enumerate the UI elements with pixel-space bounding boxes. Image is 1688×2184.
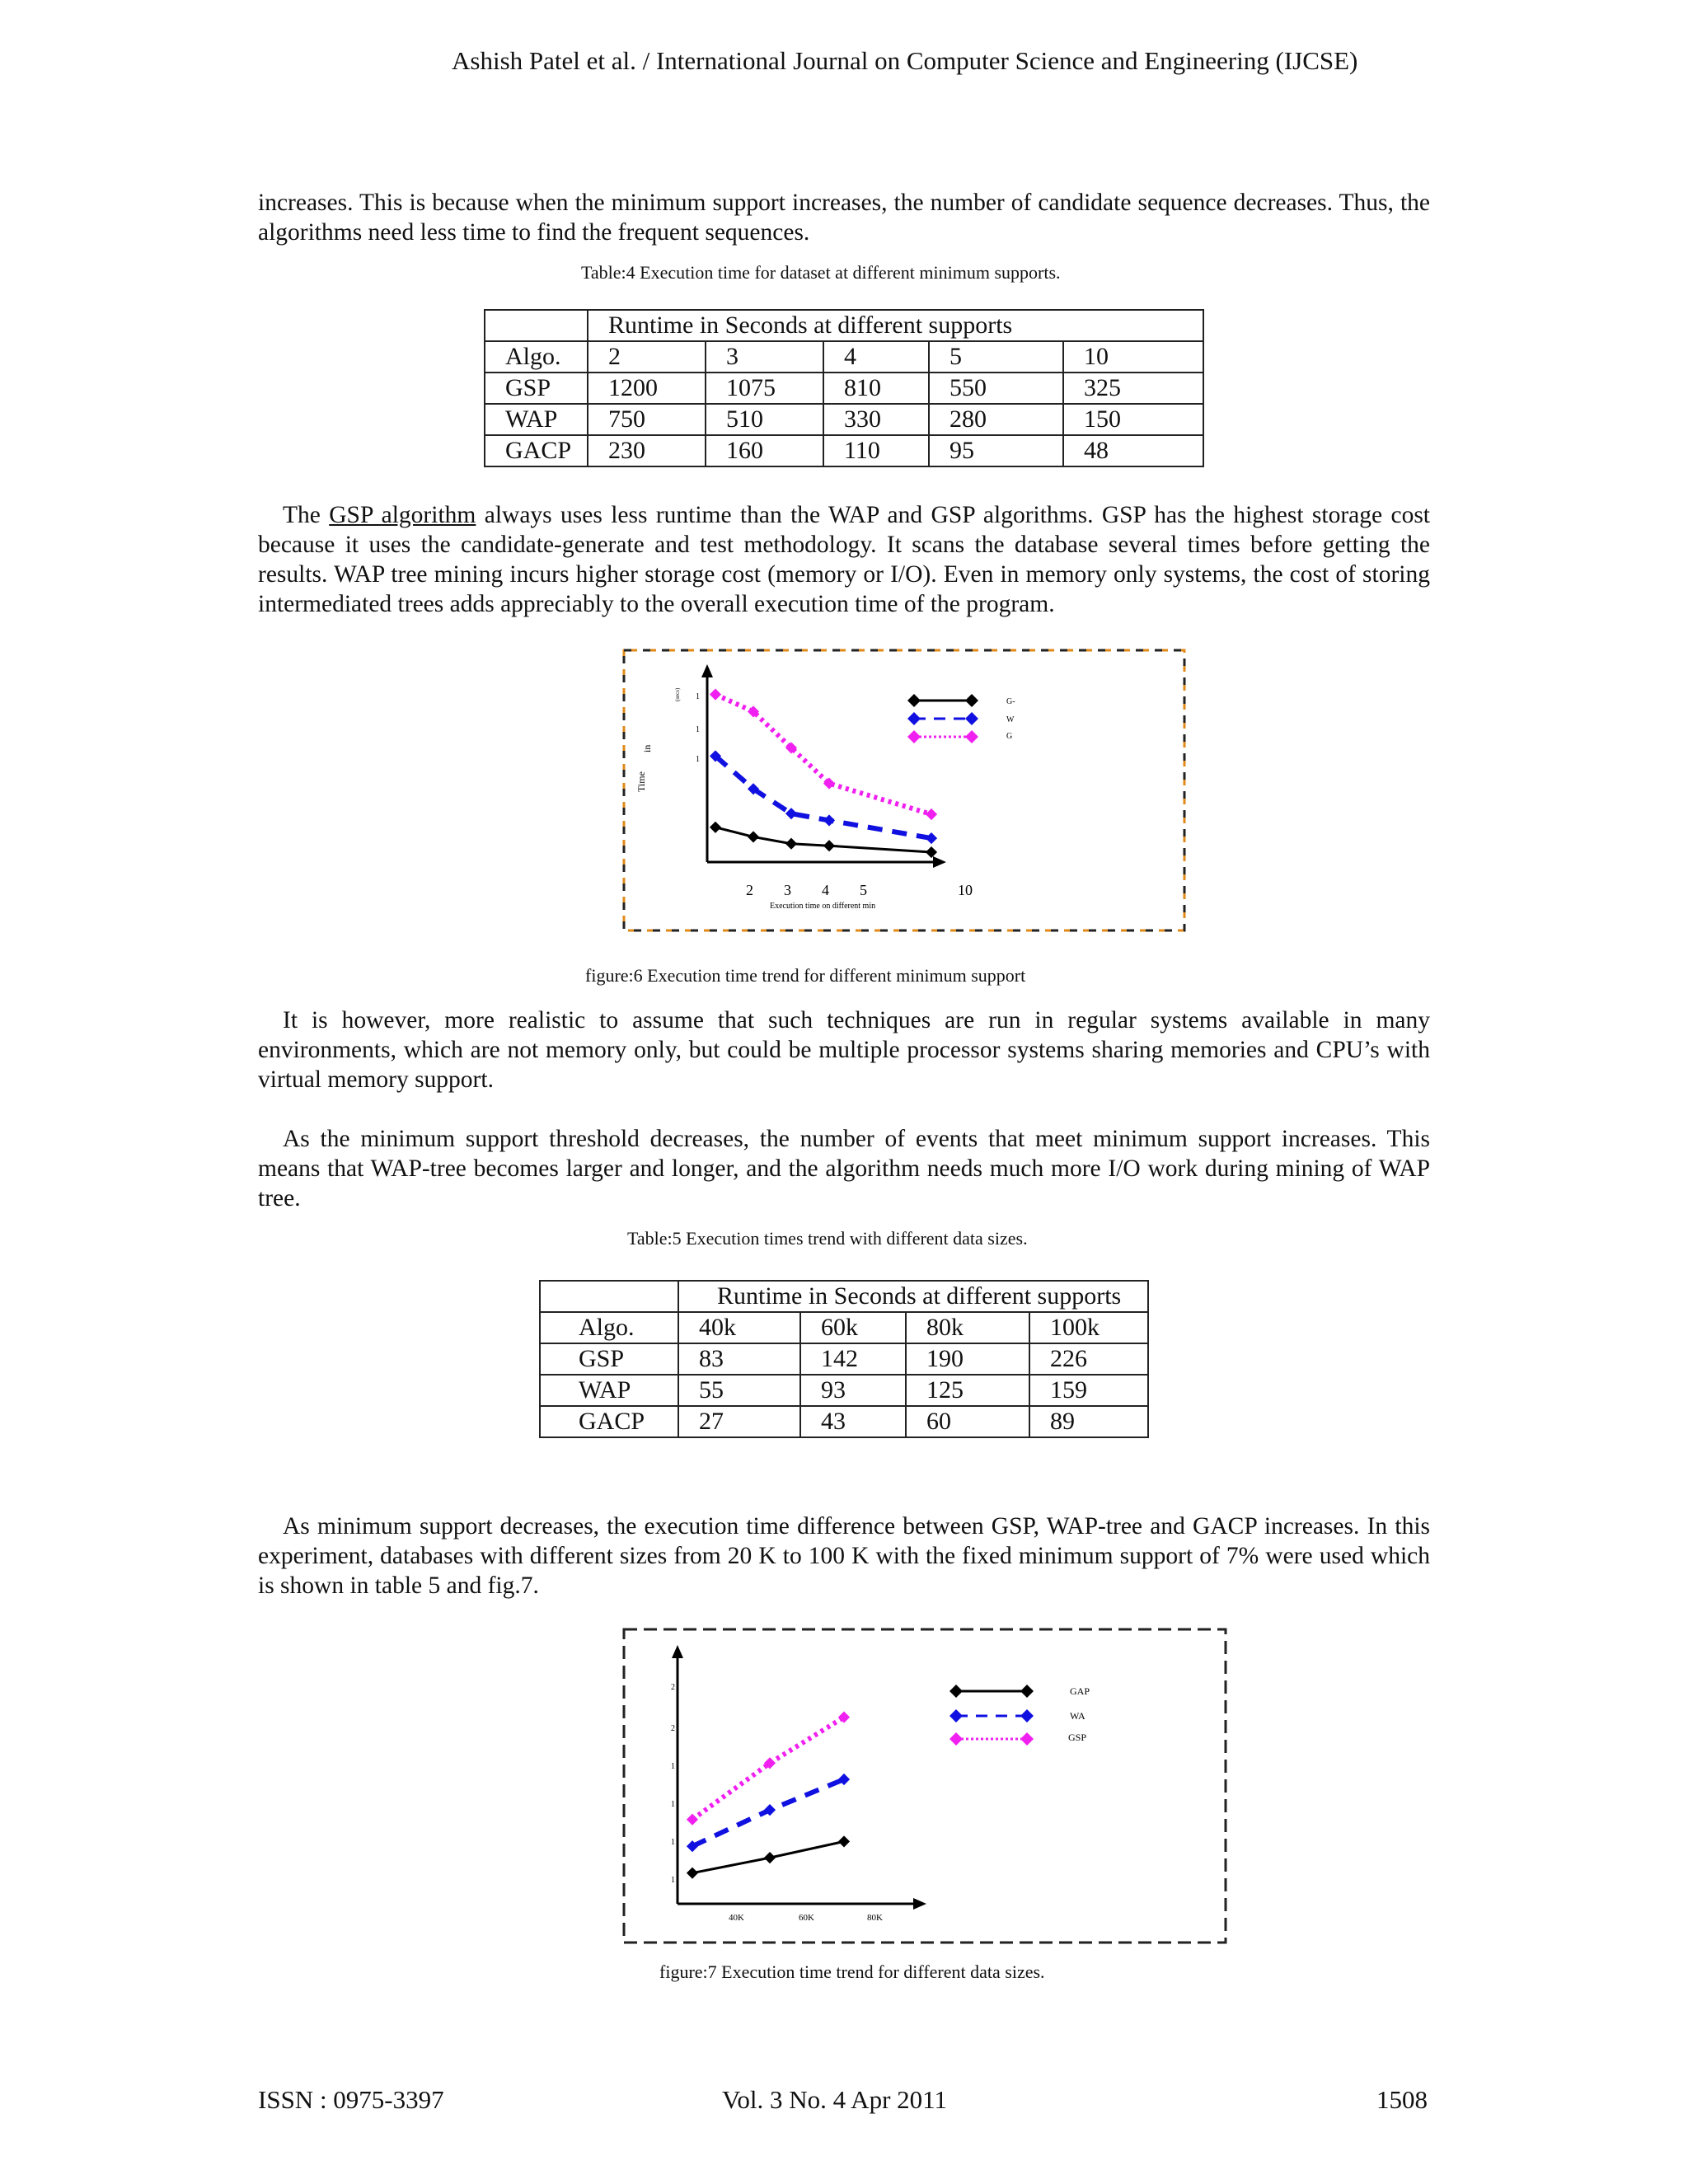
table-cell: 43 <box>800 1406 906 1437</box>
fig7-ytick: 1 <box>671 1762 675 1771</box>
table-cell: 230 <box>588 435 706 466</box>
table-cell: 1200 <box>588 373 706 404</box>
fig6-xtick: 3 <box>784 882 791 898</box>
table-cell: GSP <box>540 1343 678 1375</box>
fig7-data-point <box>838 1712 850 1723</box>
running-header: Ashish Patel et al. / International Journal on Computer Science and Engineering (IJCSE) <box>452 46 1358 75</box>
table-cell: 27 <box>678 1406 800 1437</box>
fig6-legend-marker <box>907 712 921 725</box>
table-cell: 40k <box>678 1312 800 1343</box>
table-cell: 190 <box>906 1343 1029 1375</box>
fig6-data-point <box>926 808 937 820</box>
table-cell: 142 <box>800 1343 906 1375</box>
table-cell: 550 <box>929 373 1063 404</box>
fig6-ylabel-in: in <box>641 744 653 752</box>
table-cell: 1075 <box>706 373 823 404</box>
fig7-legend-label: GSP <box>1068 1732 1087 1743</box>
fig7-ytick: 2 <box>671 1683 675 1692</box>
table-cell: 160 <box>706 435 823 466</box>
table-row <box>485 435 1203 466</box>
fig6-legend-marker <box>965 712 978 725</box>
paragraph-2 <box>258 500 1430 619</box>
figure-6-chart <box>621 648 1187 933</box>
table-cell <box>485 310 588 341</box>
paragraph-5: As minimum support decreases, the execution time difference between GSP, WAP-tree and GACP increases. In this experiment, databases with different sizes from 20 K to 100 K with the fixed minimum support of 7% were used which is shown in table 5 and fig.7. <box>258 1513 1430 1599</box>
fig6-legend-label: G- <box>1006 697 1015 706</box>
figure7-caption: figure:7 Execution time trend for different data sizes. <box>659 1961 1045 1982</box>
footer-page-number: 1508 <box>1376 2085 1428 2114</box>
fig7-data-point <box>764 1852 776 1863</box>
fig6-data-point <box>823 814 835 826</box>
fig6-xtick: 10 <box>958 882 973 898</box>
fig7-xtick: 60K <box>799 1913 814 1923</box>
table-header-span <box>678 1281 1148 1312</box>
table-cell: 226 <box>1029 1343 1148 1375</box>
table-cell: 5 <box>929 341 1063 373</box>
fig6-legend-marker <box>907 694 921 707</box>
table-row <box>485 373 1203 404</box>
fig6-data-point <box>823 840 835 851</box>
table-cell: 93 <box>800 1375 906 1406</box>
fig6-data-point <box>926 832 937 844</box>
table4-caption: Table:4 Execution time for dataset at different minimum supports. <box>581 262 1061 283</box>
fig6-data-point <box>710 689 721 701</box>
table-cell: 3 <box>706 341 823 373</box>
table-cell: 2 <box>588 341 706 373</box>
table-5 <box>539 1280 1149 1438</box>
fig6-ylabel-time: Time <box>635 771 647 792</box>
table-row <box>540 1375 1148 1406</box>
fig6-legend <box>907 694 1015 743</box>
table-cell: 150 <box>1063 404 1203 435</box>
fig7-legend-label: WA <box>1070 1710 1085 1722</box>
table-cell: 510 <box>706 404 823 435</box>
fig6-xtick: 4 <box>822 882 829 898</box>
fig6-legend-marker <box>907 730 921 743</box>
fig6-xtick: 2 <box>746 882 753 898</box>
table-4 <box>484 309 1204 467</box>
figure-7-frame <box>624 1629 1226 1943</box>
table-cell: 95 <box>929 435 1063 466</box>
fig7-ytick: 1 <box>671 1876 675 1885</box>
fig7-legend-marker <box>950 1685 963 1698</box>
table-cell: 159 <box>1029 1375 1148 1406</box>
fig6-legend-label: G <box>1006 732 1013 741</box>
table-cell: 83 <box>678 1343 800 1375</box>
table5-caption: Table:5 Execution times trend with different data sizes. <box>627 1228 1028 1249</box>
table-cell: 280 <box>929 404 1063 435</box>
fig7-series-line-3 <box>692 1718 844 1820</box>
table-cell: 330 <box>823 404 929 435</box>
fig6-data-point <box>926 846 937 858</box>
fig6-legend-marker <box>965 694 978 707</box>
fig7-ytick: 1 <box>671 1838 675 1847</box>
fig7-y-arrow <box>672 1645 683 1658</box>
table-row <box>540 1312 1148 1343</box>
table-cell: WAP <box>540 1375 678 1406</box>
table-cell: 80k <box>906 1312 1029 1343</box>
para2-post: always uses less runtime than the WAP and GSP algorithms. GSP has the highest storage cost because it uses the candidate-generate and test methodology. It scans the database several times before getting the results. WAP tree mining incurs higher storage cost (memory or I/O). Even in memory only systems, the cost of storing intermediated trees adds appreciably to the overall execution time of the program. <box>258 502 1430 617</box>
fig7-legend-marker <box>1020 1709 1034 1722</box>
table-cell: 10 <box>1063 341 1203 373</box>
table-cell: Algo. <box>540 1312 678 1343</box>
table-row <box>540 1281 1148 1312</box>
fig6-legend-marker <box>965 730 978 743</box>
fig6-y-arrow <box>701 664 713 677</box>
fig6-series-group <box>710 689 937 859</box>
table-row <box>540 1343 1148 1375</box>
fig6-ylabel-unit: (secs) <box>674 687 681 701</box>
fig6-data-point <box>823 778 835 790</box>
table-cell: WAP <box>485 404 588 435</box>
fig6-legend-label: W <box>1006 715 1015 724</box>
fig7-series-group <box>687 1712 850 1879</box>
fig6-data-point <box>785 838 797 850</box>
paragraph-4: As the minimum support threshold decreases, the number of events that meet minimum support increases. This means that WAP-tree becomes larger and longer, and the algorithm needs much more I/O work during mining of WAP tree. <box>258 1126 1430 1212</box>
fig6-series-line-3 <box>715 695 931 814</box>
fig7-xtick: 40K <box>729 1913 744 1923</box>
paragraph-1: increases. This is because when the minimum support increases, the number of candidate sequence decreases. Thus, the algorithms need less time to find the frequent sequences. <box>258 190 1430 246</box>
table-row <box>485 404 1203 435</box>
table-cell: 100k <box>1029 1312 1148 1343</box>
fig7-x-arrow <box>913 1898 926 1910</box>
fig6-x-arrow <box>933 856 946 868</box>
fig6-ytick: 1 <box>696 755 700 764</box>
table-cell: 4 <box>823 341 929 373</box>
fig6-data-point <box>785 808 797 819</box>
fig6-xlabel: Execution time on different min <box>770 902 876 911</box>
fig7-legend-marker <box>950 1732 963 1746</box>
fig7-legend <box>950 1685 1090 1746</box>
table-cell: 125 <box>906 1375 1029 1406</box>
fig6-xtick: 5 <box>860 882 867 898</box>
table-cell: 325 <box>1063 373 1203 404</box>
table-row <box>540 1406 1148 1437</box>
fig7-legend-marker <box>950 1709 963 1722</box>
fig7-data-point <box>687 1868 698 1879</box>
fig7-ytick: 1 <box>671 1800 675 1809</box>
table-cell: 750 <box>588 404 706 435</box>
figure-7-chart <box>621 1627 1228 1945</box>
table-cell: 60k <box>800 1312 906 1343</box>
table-cell: GACP <box>540 1406 678 1437</box>
table-cell: 89 <box>1029 1406 1148 1437</box>
fig6-ytick: 1 <box>696 725 700 734</box>
fig7-data-point <box>838 1835 850 1847</box>
gsp-algorithm-link[interactable]: GSP algorithm <box>329 502 476 528</box>
fig7-legend-marker <box>1020 1732 1034 1746</box>
paragraph-3: It is however, more realistic to assume that such techniques are run in regular systems available in many environments, which are not memory only, but could be multiple processor systems sharing memories and CPU’s with virtual memory support. <box>258 1007 1430 1093</box>
table-cell: 110 <box>823 435 929 466</box>
table-cell: 48 <box>1063 435 1203 466</box>
fig7-legend-label: GAP <box>1070 1685 1090 1697</box>
footer-volume: Vol. 3 No. 4 Apr 2011 <box>722 2085 947 2114</box>
para2-pre: The <box>283 502 330 528</box>
fig6-series-line-2 <box>715 756 931 838</box>
fig7-ytick: 2 <box>671 1724 675 1733</box>
table5-header-text: Runtime in Seconds at different supports <box>717 1282 1122 1310</box>
fig7-xtick: 80K <box>867 1913 883 1923</box>
table-cell: 60 <box>906 1406 1029 1437</box>
fig6-data-point <box>710 822 721 833</box>
fig6-data-point <box>748 831 759 842</box>
table-cell <box>540 1281 678 1312</box>
table-cell: Algo. <box>485 341 588 373</box>
fig7-data-point <box>687 1814 698 1825</box>
table-cell: GACP <box>485 435 588 466</box>
table-row <box>485 310 1203 341</box>
table-cell: 810 <box>823 373 929 404</box>
fig6-data-point <box>785 742 797 753</box>
figure6-caption: figure:6 Execution time trend for different minimum support <box>585 965 1026 986</box>
fig6-ytick: 1 <box>696 692 700 701</box>
table-row <box>485 341 1203 373</box>
footer-issn: ISSN : 0975-3397 <box>258 2085 444 2114</box>
table-cell: 55 <box>678 1375 800 1406</box>
fig7-legend-marker <box>1020 1685 1034 1698</box>
table-header-span: Runtime in Seconds at different supports <box>588 310 1203 341</box>
table-cell: GSP <box>485 373 588 404</box>
